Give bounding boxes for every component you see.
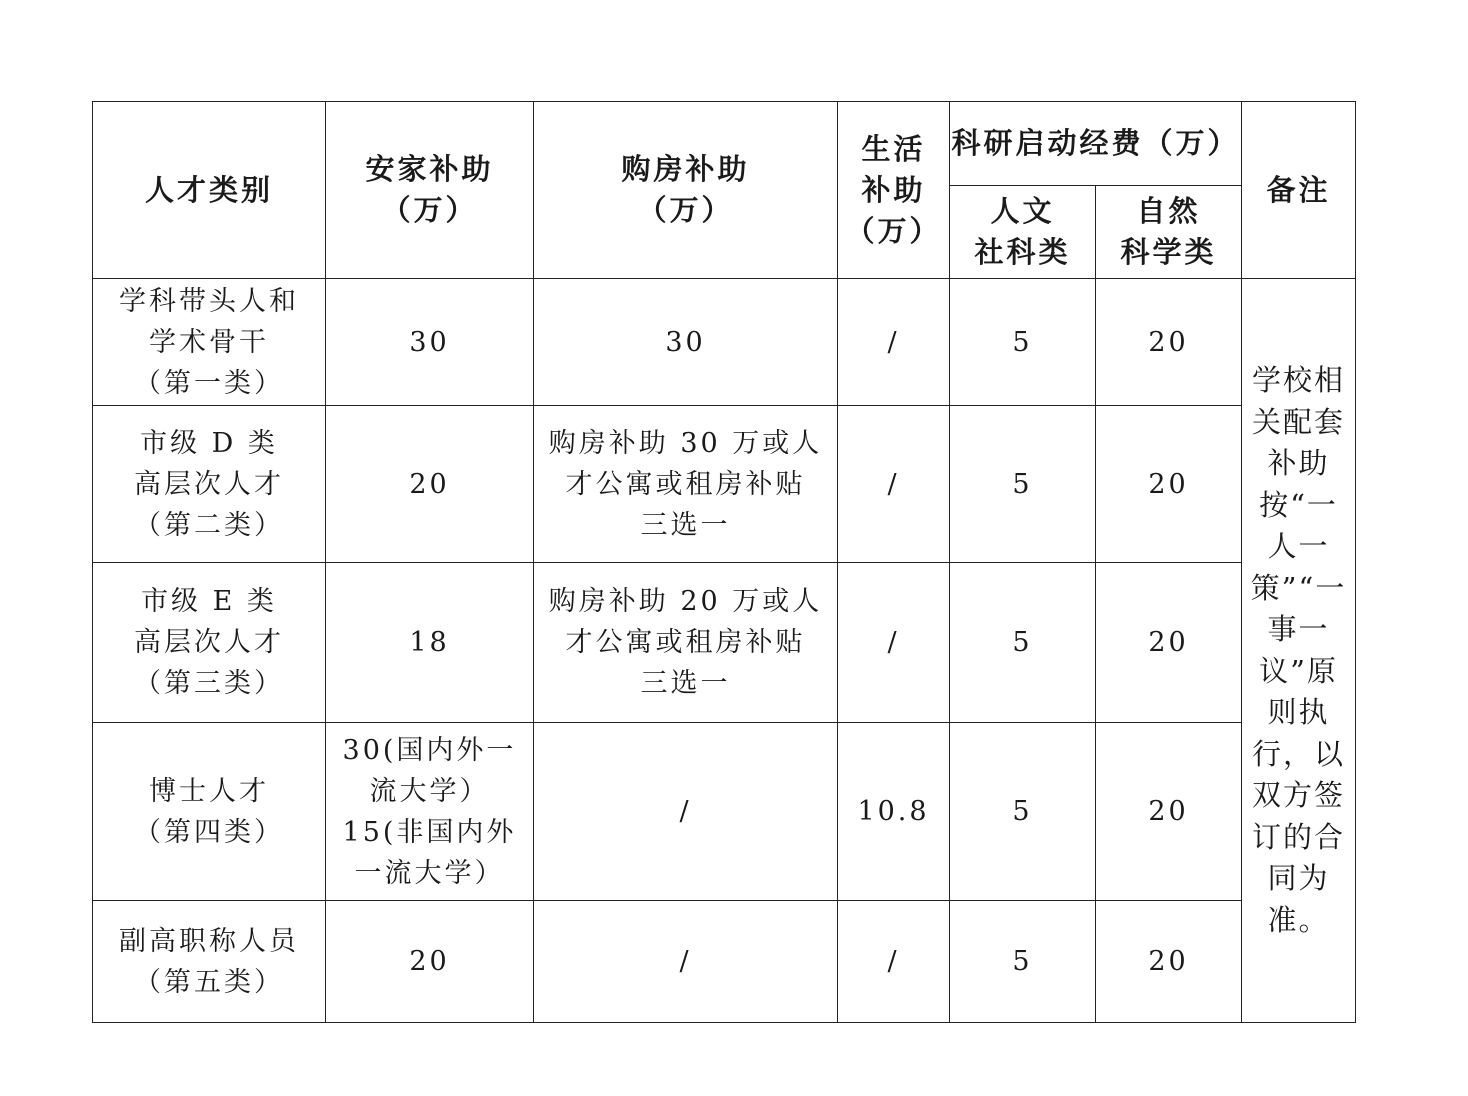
header-settling-label: 安家补助	[365, 152, 494, 186]
header-row-top	[93, 102, 1356, 186]
housing-line: 三选一	[640, 509, 731, 541]
settling-line: 15(非国内外	[342, 816, 517, 848]
category-line: （第三类）	[134, 668, 284, 699]
living-value: /	[887, 627, 900, 658]
table-row	[93, 279, 1356, 406]
table-row	[93, 406, 1356, 563]
settling-line: 一流大学）	[354, 857, 505, 889]
row-housing	[534, 279, 838, 406]
header-humanities	[950, 186, 1096, 279]
row-category	[93, 723, 326, 901]
row-category	[93, 406, 326, 563]
settling-value: 30	[409, 326, 450, 358]
row-living	[838, 901, 950, 1023]
settling-value: 18	[409, 627, 450, 658]
category-line: 学术骨干	[149, 326, 269, 358]
category-line: 博士人才	[149, 775, 269, 807]
row-settling	[326, 279, 534, 406]
humanities-value: 5	[1012, 627, 1033, 658]
row-housing	[534, 406, 838, 563]
row-humanities	[950, 406, 1096, 563]
header-category	[93, 102, 326, 279]
humanities-value: 5	[1012, 946, 1033, 977]
row-humanities	[950, 563, 1096, 723]
table-row	[93, 723, 1356, 901]
row-humanities	[950, 723, 1096, 901]
row-category	[93, 901, 326, 1023]
settling-line: 30(国内外一	[342, 734, 517, 766]
category-line: 副高职称人员	[119, 925, 299, 957]
header-living	[838, 102, 950, 279]
header-science	[1096, 186, 1242, 279]
header-research-funding	[950, 102, 1242, 186]
category-line: （第四类）	[134, 816, 284, 848]
category-line: 市级 E 类	[141, 586, 277, 617]
row-science	[1096, 563, 1242, 723]
row-living	[838, 723, 950, 901]
housing-line: 购房补助 20 万或人	[548, 586, 823, 617]
row-science	[1096, 279, 1242, 406]
row-living	[838, 563, 950, 723]
row-housing	[534, 563, 838, 723]
row-settling	[326, 901, 534, 1023]
science-value: 20	[1148, 796, 1189, 827]
row-settling	[326, 723, 534, 901]
header-living-unit: （万）	[845, 213, 942, 248]
talent-subsidy-table	[92, 101, 1356, 1023]
header-research-label: 科研启动经费（万）	[951, 126, 1240, 160]
header-category-label: 人才类别	[144, 172, 273, 207]
category-line: （第五类）	[134, 966, 284, 998]
header-housing	[534, 102, 838, 279]
humanities-value: 5	[1012, 326, 1033, 358]
header-remark-label: 备注	[1266, 172, 1331, 207]
row-settling	[326, 563, 534, 723]
housing-value: /	[679, 796, 692, 827]
category-line: 高层次人才	[134, 627, 284, 658]
row-settling	[326, 406, 534, 563]
table-row	[93, 563, 1356, 723]
category-line: 学科带头人和	[119, 285, 299, 317]
header-humanities-label-1: 人文	[990, 194, 1055, 228]
header-settling-unit: （万）	[381, 193, 478, 227]
row-science	[1096, 406, 1242, 563]
humanities-value: 5	[1012, 796, 1033, 827]
living-value: 10.8	[857, 796, 930, 827]
category-line: （第一类）	[134, 367, 284, 399]
header-science-label-1: 自然	[1136, 194, 1201, 228]
header-living-label-1: 生活	[861, 131, 926, 166]
settling-value: 20	[409, 946, 450, 977]
housing-line: 购房补助 30 万或人	[548, 427, 823, 459]
humanities-value: 5	[1012, 468, 1033, 500]
science-value: 20	[1148, 946, 1189, 977]
science-value: 20	[1148, 326, 1189, 358]
housing-line: 才公寓或租房补贴	[565, 627, 806, 658]
row-living	[838, 279, 950, 406]
row-category	[93, 279, 326, 406]
science-value: 20	[1148, 468, 1189, 500]
remark-cell	[1242, 279, 1356, 1023]
housing-line: 三选一	[640, 668, 731, 699]
row-science	[1096, 901, 1242, 1023]
header-housing-unit: （万）	[637, 193, 734, 227]
settling-line: 流大学）	[369, 775, 490, 807]
housing-value: /	[679, 946, 692, 977]
remark-text: 学校相关配套补助按“一人一策”“一事一议”原则执行，以双方签订的合同为准。	[1250, 363, 1347, 937]
header-remark	[1242, 102, 1356, 279]
science-value: 20	[1148, 627, 1189, 658]
header-settling	[326, 102, 534, 279]
living-value: /	[887, 468, 900, 500]
header-science-label-2: 科学类	[1120, 235, 1217, 269]
living-value: /	[887, 326, 900, 358]
row-science	[1096, 723, 1242, 901]
table-row	[93, 901, 1356, 1023]
row-humanities	[950, 279, 1096, 406]
header-living-label-2: 补助	[861, 172, 926, 207]
row-humanities	[950, 901, 1096, 1023]
row-housing	[534, 723, 838, 901]
category-line: 高层次人才	[134, 468, 284, 500]
living-value: /	[887, 946, 900, 977]
row-housing	[534, 901, 838, 1023]
category-line: 市级 D 类	[140, 427, 278, 459]
settling-value: 20	[409, 468, 450, 500]
header-housing-label: 购房补助	[621, 152, 750, 186]
row-category	[93, 563, 326, 723]
header-humanities-label-2: 社科类	[974, 235, 1071, 269]
row-living	[838, 406, 950, 563]
category-line: （第二类）	[134, 509, 284, 541]
housing-line: 才公寓或租房补贴	[565, 468, 806, 500]
housing-value: 30	[665, 326, 706, 358]
